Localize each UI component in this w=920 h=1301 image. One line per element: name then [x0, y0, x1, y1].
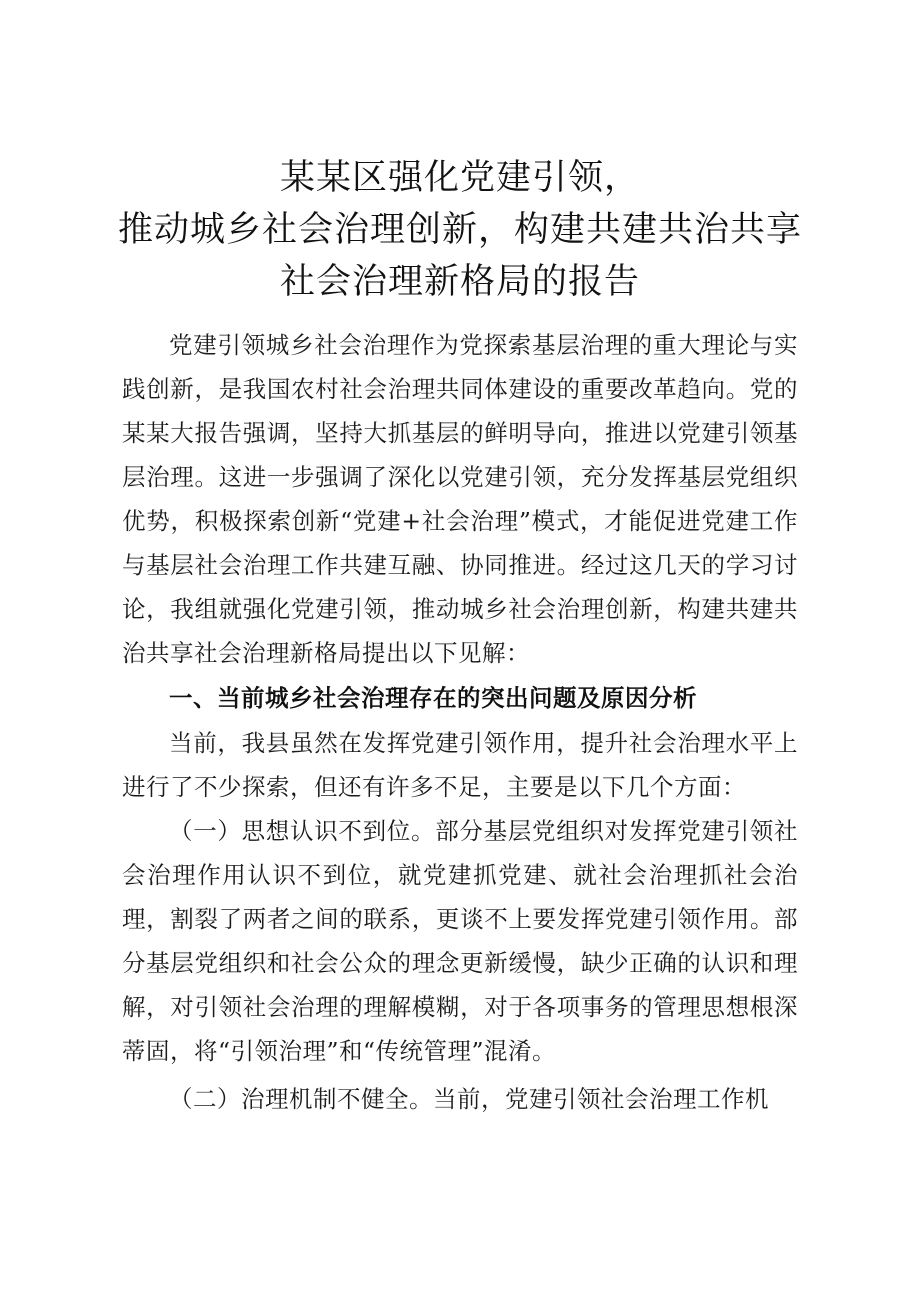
document-title — [100, 152, 820, 308]
title-line-2: 推动城乡社会治理创新，构建共建共治共享 — [117, 210, 802, 250]
title-line-1: 某某区强化党建引领， — [279, 158, 640, 198]
title-line-3: 社会治理新格局的报告 — [279, 262, 640, 302]
document-body — [122, 323, 798, 1121]
section-1-intro-paragraph: 当前，我县虽然在发挥党建引领作用，提升社会治理水平上进行了不少探索，但还有许多不足，主要是以下几个方面： — [122, 729, 798, 801]
subsection-1-paragraph: （一）思想认识不到位。部分基层党组织对发挥党建引领社会治理作用认识不到位，就党建抓党建、就社会治理抓社会治理，割裂了两者之间的联系，更谈不上要发挥党建引领作用。部分基层党组织和社会公众的理念更新缓慢，缺少正确的认识和理解，对引领社会治理的理解模糊，对于各项事务的管理思想根深蒂固，将“引领治理”和“传统管理”混淆。 — [122, 817, 798, 1065]
intro-paragraph: 党建引领城乡社会治理作为党探索基层治理的重大理论与实践创新，是我国农村社会治理共同体建设的重要改革趋向。党的某某大报告强调，坚持大抓基层的鲜明导向，推进以党建引领基层治理。这进一步强调了深化以党建引领，充分发挥基层党组织优势，积极探索创新“党建+社会治理”模式，才能促进党建工作与基层社会治理工作共建互融、协同推进。经过这几天的学习讨论，我组就强化党建引领，推动城乡社会治理创新，构建共建共治共享社会治理新格局提出以下见解： — [122, 331, 798, 667]
section-heading-1: 一、当前城乡社会治理存在的突出问题及原因分析 — [169, 684, 697, 712]
subsection-2-paragraph: （二）治理机制不健全。当前，党建引领社会治理工作机 — [169, 1085, 769, 1113]
